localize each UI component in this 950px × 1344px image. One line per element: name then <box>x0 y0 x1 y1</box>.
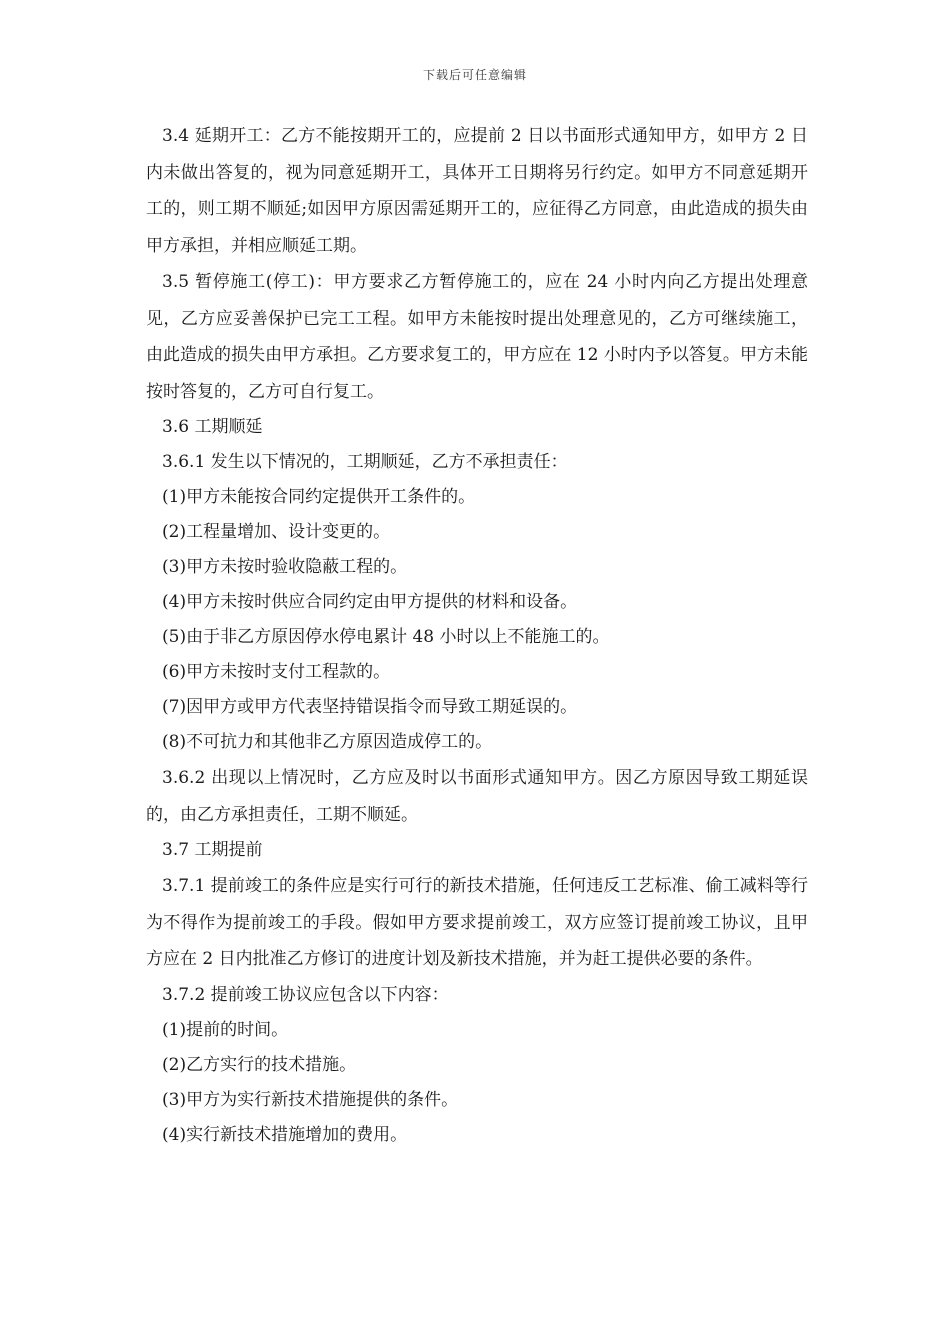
document-body <box>146 118 808 1153</box>
paragraph-3-6-1: 3.6.1 发生以下情况的，工期顺延，乙方不承担责任： <box>162 452 568 472</box>
paragraph-3-7-2: 3.7.2 提前竣工协议应包含以下内容： <box>162 984 449 1005</box>
list-item: (1)提前的时间。 <box>162 1019 289 1040</box>
heading-3-7: 3.7 工期提前 <box>162 840 263 860</box>
header-note: 下载后可任意编辑 <box>422 68 527 82</box>
paragraph-3-5: 3.5 暂停施工(停工)：甲方要求乙方暂停施工的，应在 24 小时内向乙方提出处理意见，乙方应妥善保护已完工工程。如甲方未能按时提出处理意见的，乙方可继续施工，由此造成的损失由甲方承担。乙方要求复工的，甲方应在 12 小时内予以答复。甲方未能按时答复的，乙方可自行复工。 <box>146 272 808 402</box>
list-item: (4)甲方未按时供应合同约定由甲方提供的材料和设备。 <box>162 592 578 612</box>
list-item: (3)甲方为实行新技术措施提供的条件。 <box>162 1089 459 1110</box>
list-item: (7)因甲方或甲方代表坚持错误指令而导致工期延误的。 <box>162 697 578 717</box>
list-item: (5)由于非乙方原因停水停电累计 48 小时以上不能施工的。 <box>162 627 610 647</box>
paragraph-3-7-1: 3.7.1 提前竣工的条件应是实行可行的新技术措施，任何违反工艺标准、偷工减料等行为不得作为提前竣工的手段。假如甲方要求提前竣工，双方应签订提前竣工协议，且甲方应在 2 日内批准乙方修订的进度计划及新技术措施，并为赶工提供必要的条件。 <box>146 876 808 969</box>
list-item: (2)乙方实行的技术措施。 <box>162 1054 357 1075</box>
list-item: (6)甲方未按时支付工程款的。 <box>162 662 391 682</box>
paragraph-3-4: 3.4 延期开工：乙方不能按期开工的，应提前 2 日以书面形式通知甲方，如甲方 2 日内未做出答复的，视为同意延期开工，具体开工日期将另行约定。如甲方不同意延期开工的，则工期不顺延;如因甲方原因需延期开工的，应征得乙方同意，由此造成的损失由甲方承担，并相应顺延工期。 <box>146 126 808 256</box>
list-item: (1)甲方未能按合同约定提供开工条件的。 <box>162 487 476 507</box>
list-item: (3)甲方未按时验收隐蔽工程的。 <box>162 557 408 577</box>
list-item: (4)实行新技术措施增加的费用。 <box>162 1124 408 1145</box>
paragraph-3-6-2: 3.6.2 出现以上情况时，乙方应及时以书面形式通知甲方。因乙方原因导致工期延误的，由乙方承担责任，工期不顺延。 <box>146 768 808 825</box>
list-item: (2)工程量增加、设计变更的。 <box>162 522 391 542</box>
heading-3-6: 3.6 工期顺延 <box>162 417 263 437</box>
list-item: (8)不可抗力和其他非乙方原因造成停工的。 <box>162 732 493 752</box>
